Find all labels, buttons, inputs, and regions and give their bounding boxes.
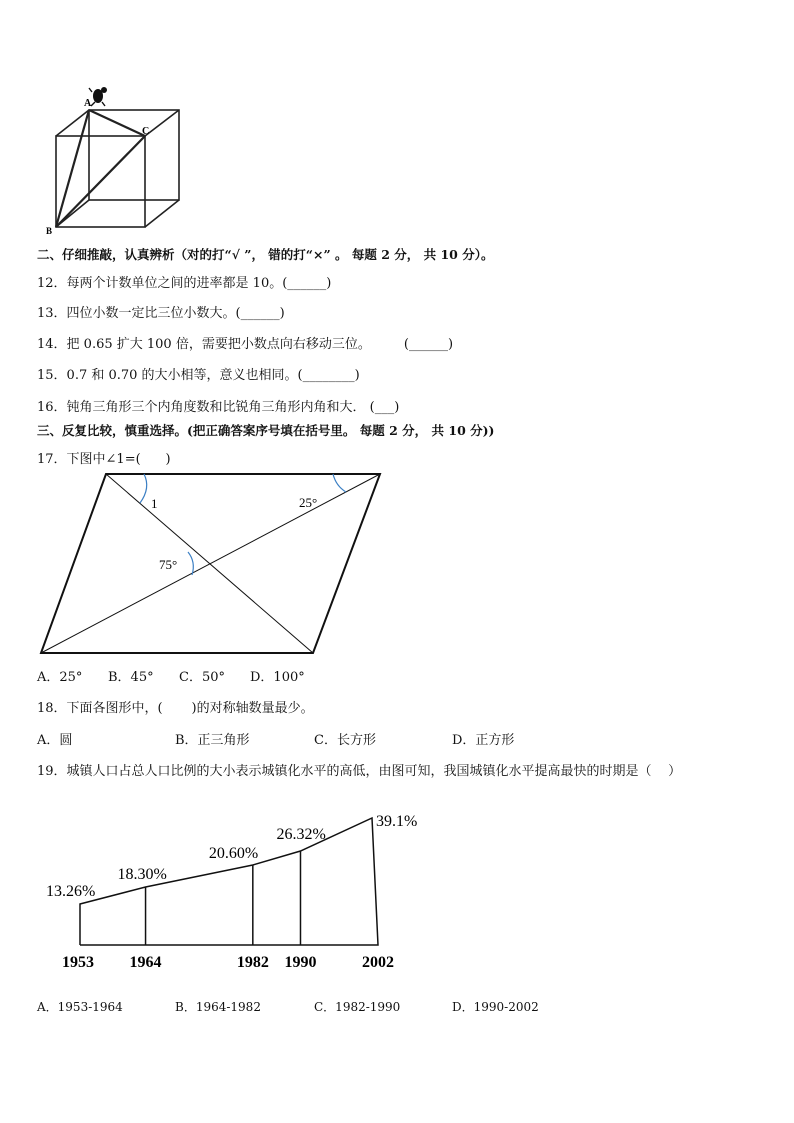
chart-value-label-2002: 39.1% [376, 813, 418, 830]
q17-option-c: C．50° [179, 670, 225, 685]
question-16: 16．钝角三角形三个内角度数和比锐角三角形内角和大． (___) [37, 400, 400, 415]
angle-75-label: 75° [159, 557, 178, 572]
q19-option-b: B．1964-1982 [175, 1000, 261, 1014]
chart-value-label-1964: 18.30% [117, 866, 167, 883]
question-17: 17．下图中∠1=( ) [37, 452, 171, 467]
cube-label-b: B [46, 226, 53, 236]
q17-option-b: B．45° [108, 670, 154, 685]
angle-1-label: 1 [151, 496, 158, 511]
chart-value-label-1990: 26.32% [276, 826, 326, 843]
chart-x-label-1964: 1964 [129, 954, 162, 971]
chart-x-label-1953: 1953 [62, 954, 94, 971]
section2-heading: 二、仔细推敲，认真辨析（对的打“√ ”， 错的打“×” 。 每题 2 分， 共 10 分）。 [37, 247, 494, 262]
question-13: 13．四位小数一定比三位小数大。(______) [37, 306, 285, 321]
chart-value-label-1953: 13.26% [46, 883, 96, 900]
q18-option-d: D．正方形 [452, 733, 515, 748]
section3-heading: 三、反复比较，慎重选择。(把正确答案序号填在括号里。 每题 2 分， 共 10 分)) [37, 423, 495, 438]
q19-option-d: D．1990-2002 [452, 1000, 539, 1014]
chart-x-label-1990: 1990 [284, 954, 317, 971]
question-12: 12．每两个计数单位之间的进率都是 10。(______) [37, 276, 332, 291]
q19-option-c: C．1982-1990 [314, 1000, 401, 1014]
q19-option-a: A．1953-1964 [37, 1000, 123, 1014]
chart-x-label-1982: 1982 [236, 954, 269, 971]
question-14: 14．把 0.65 扩大 100 倍，需要把小数点向右移动三位。 (______) [37, 337, 454, 352]
chart-x-label-2002: 2002 [362, 954, 394, 971]
q18-option-b: B．正三角形 [175, 733, 250, 748]
cube-label-a: A [84, 98, 92, 109]
q17-option-d: D．100° [250, 670, 305, 685]
q18-option-c: C．长方形 [314, 733, 376, 748]
question-18: 18．下面各图形中，( )的对称轴数量最少。 [37, 701, 314, 716]
angle-25-label: 25° [299, 495, 318, 510]
cube-label-c: C [142, 126, 150, 137]
question-15: 15．0.7 和 0.70 的大小相等，意义也相同。(________) [37, 368, 360, 383]
q17-option-a: A．25° [37, 670, 83, 685]
q18-option-a: A．圆 [37, 733, 73, 748]
question-19: 19．城镇人口占总人口比例的大小表示城镇化水平的高低，由图可知，我国城镇化水平提高最快的时期是（ ） [37, 764, 682, 779]
chart-value-label-1982: 20.60% [208, 845, 259, 862]
